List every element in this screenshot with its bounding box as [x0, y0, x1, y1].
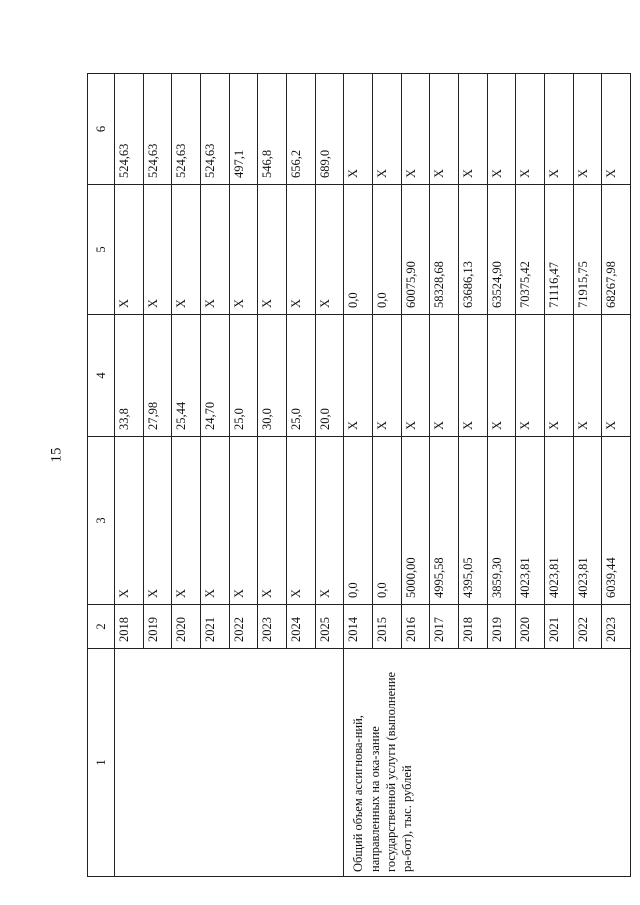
value-cell: Х — [344, 74, 373, 185]
value-cell: 4023,81 — [573, 437, 602, 605]
year-cell: 2018 — [458, 605, 487, 649]
value-cell: 63524,90 — [487, 185, 516, 315]
value-cell: Х — [602, 315, 631, 437]
data-table — [87, 73, 631, 877]
value-cell: Х — [516, 315, 545, 437]
value-cell: Х — [258, 185, 287, 315]
year-cell: 2018 — [115, 605, 144, 649]
value-cell: 25,0 — [286, 315, 315, 437]
value-cell: Х — [115, 185, 144, 315]
value-cell: Х — [200, 437, 229, 605]
value-cell: Х — [401, 315, 430, 437]
year-cell: 2021 — [200, 605, 229, 649]
year-cell: 2019 — [143, 605, 172, 649]
table-body — [115, 74, 631, 877]
table-row — [344, 74, 373, 877]
value-cell: Х — [286, 437, 315, 605]
year-cell: 2022 — [229, 605, 258, 649]
value-cell: 4023,81 — [516, 437, 545, 605]
value-cell: 0,0 — [344, 437, 373, 605]
year-cell: 2025 — [315, 605, 344, 649]
header-cell: 6 — [88, 74, 115, 185]
year-cell: 2024 — [286, 605, 315, 649]
value-cell: 6039,44 — [602, 437, 631, 605]
indicator-cell-empty — [115, 649, 344, 877]
value-cell: Х — [172, 437, 201, 605]
header-cell: 5 — [88, 185, 115, 315]
value-cell: 0,0 — [344, 185, 373, 315]
value-cell: 524,63 — [172, 74, 201, 185]
value-cell: Х — [258, 437, 287, 605]
value-cell: 30,0 — [258, 315, 287, 437]
value-cell: 524,63 — [143, 74, 172, 185]
value-cell: Х — [344, 315, 373, 437]
value-cell: Х — [229, 185, 258, 315]
year-cell: 2023 — [258, 605, 287, 649]
year-cell: 2017 — [430, 605, 459, 649]
table-row — [115, 74, 144, 877]
header-row — [88, 74, 115, 877]
value-cell: 24,70 — [200, 315, 229, 437]
value-cell: 25,44 — [172, 315, 201, 437]
value-cell: 60075,90 — [401, 185, 430, 315]
value-cell: Х — [430, 74, 459, 185]
value-cell: Х — [143, 437, 172, 605]
data-table-container — [87, 74, 631, 877]
indicator-description: Общий объем ассигнова-ний, направленных на ока-зание государственной услуги (выполнение ра-бот), тыс. рублей — [344, 649, 631, 877]
value-cell: 524,63 — [115, 74, 144, 185]
value-cell: 20,0 — [315, 315, 344, 437]
value-cell: Х — [315, 437, 344, 605]
value-cell: Х — [516, 74, 545, 185]
value-cell: 656,2 — [286, 74, 315, 185]
value-cell: 27,98 — [143, 315, 172, 437]
value-cell: 25,0 — [229, 315, 258, 437]
value-cell: 4995,58 — [430, 437, 459, 605]
value-cell: 4395,05 — [458, 437, 487, 605]
value-cell: 68267,98 — [602, 185, 631, 315]
header-cell: 3 — [88, 437, 115, 605]
value-cell: Х — [143, 185, 172, 315]
value-cell: Х — [544, 315, 573, 437]
value-cell: Х — [372, 315, 401, 437]
value-cell: 0,0 — [372, 185, 401, 315]
value-cell: Х — [315, 185, 344, 315]
value-cell: Х — [372, 74, 401, 185]
year-cell: 2020 — [172, 605, 201, 649]
value-cell: Х — [602, 74, 631, 185]
value-cell: Х — [229, 437, 258, 605]
value-cell: Х — [286, 185, 315, 315]
value-cell: 4023,81 — [544, 437, 573, 605]
header-cell: 2 — [88, 605, 115, 649]
value-cell: 33,8 — [115, 315, 144, 437]
value-cell: 71915,75 — [573, 185, 602, 315]
value-cell: Х — [544, 74, 573, 185]
header-cell: 4 — [88, 315, 115, 437]
value-cell: Х — [487, 74, 516, 185]
value-cell: 3859,30 — [487, 437, 516, 605]
value-cell: 58328,68 — [430, 185, 459, 315]
value-cell: Х — [430, 315, 459, 437]
header-cell: 1 — [88, 649, 115, 877]
value-cell: 71116,47 — [544, 185, 573, 315]
year-cell: 2015 — [372, 605, 401, 649]
value-cell: Х — [200, 185, 229, 315]
value-cell: Х — [458, 74, 487, 185]
year-cell: 2020 — [516, 605, 545, 649]
value-cell: Х — [458, 315, 487, 437]
value-cell: Х — [573, 315, 602, 437]
value-cell: Х — [573, 74, 602, 185]
year-cell: 2016 — [401, 605, 430, 649]
value-cell: Х — [115, 437, 144, 605]
value-cell: 689,0 — [315, 74, 344, 185]
year-cell: 2022 — [573, 605, 602, 649]
year-cell: 2019 — [487, 605, 516, 649]
year-cell: 2014 — [344, 605, 373, 649]
value-cell: 0,0 — [372, 437, 401, 605]
value-cell: Х — [172, 185, 201, 315]
value-cell: 546,8 — [258, 74, 287, 185]
value-cell: 70375,42 — [516, 185, 545, 315]
value-cell: Х — [401, 74, 430, 185]
value-cell: 5000,00 — [401, 437, 430, 605]
value-cell: 524,63 — [200, 74, 229, 185]
page-number: 15 — [48, 447, 65, 463]
year-cell: 2023 — [602, 605, 631, 649]
value-cell: 63686,13 — [458, 185, 487, 315]
year-cell: 2021 — [544, 605, 573, 649]
value-cell: Х — [487, 315, 516, 437]
value-cell: 497,1 — [229, 74, 258, 185]
